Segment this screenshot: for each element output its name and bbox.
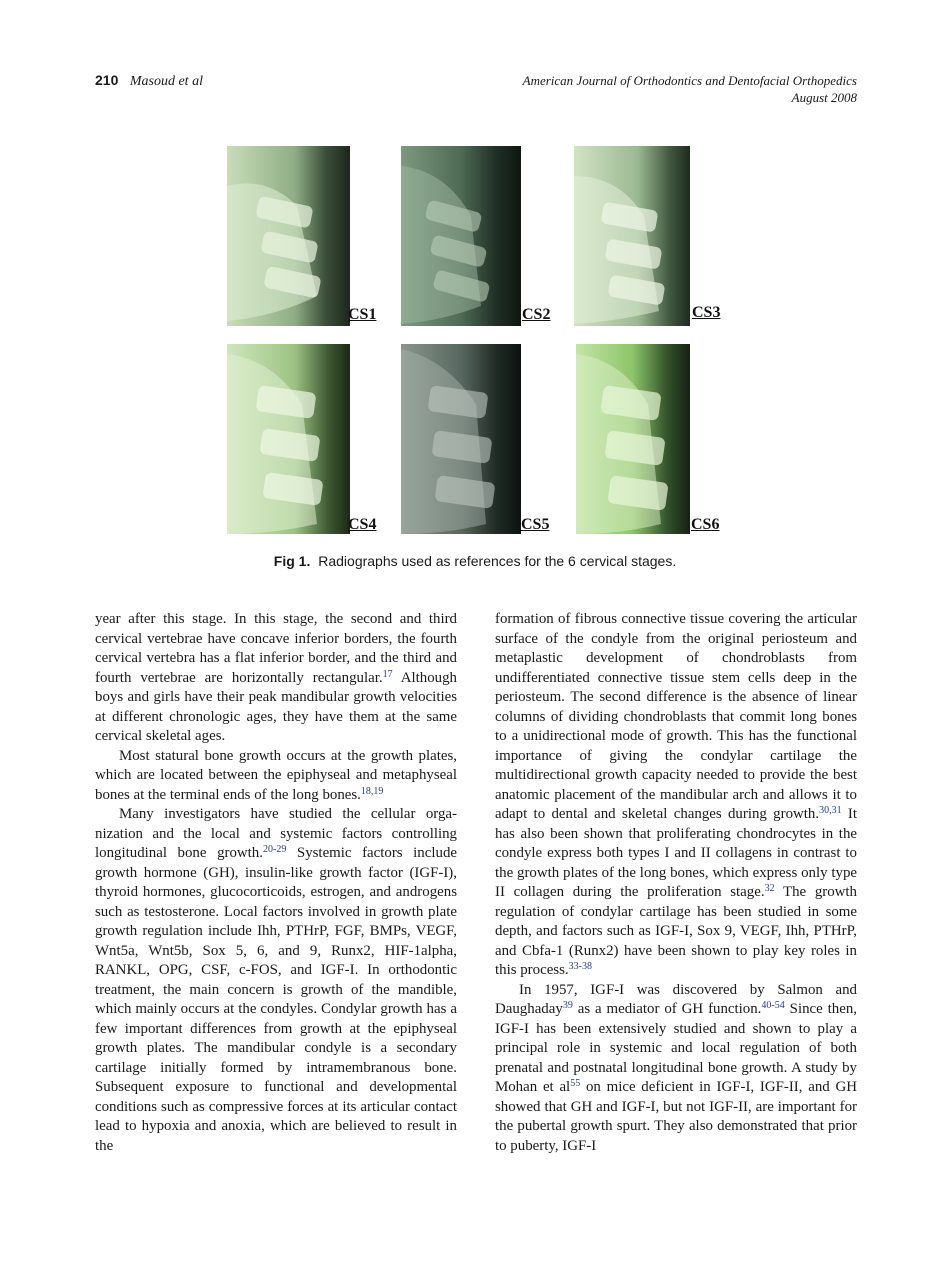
panel-label-cs5: CS5: [521, 516, 550, 533]
paragraph-text: Since then, IGF-I has been extensively studied and shown to play a principal role in systemic and local regulation of both prenatal and postnatal longitudinal bone growth. A study by Mohan et al: [495, 1001, 858, 1095]
citation-ref[interactable]: 20-29: [262, 844, 287, 855]
panel-label-cs2: CS2: [522, 306, 551, 323]
figure-caption-text: Radiographs used as references for the 6 cervical stages.: [318, 553, 677, 569]
paragraph: [95, 805, 457, 1156]
radiograph-cs6: [576, 344, 690, 534]
panel-label-cs1: CS1: [348, 306, 377, 323]
paragraph-text: as a mediator of GH function.: [572, 1001, 762, 1017]
paragraph: [95, 610, 457, 747]
page-number: 210: [95, 72, 119, 88]
radiograph-cs4: [227, 344, 350, 534]
journal-title: American Journal of Orthodontics and Dentofacial Orthopedics: [522, 73, 857, 88]
citation-ref[interactable]: 18,19: [360, 785, 384, 797]
paragraph: [95, 747, 457, 806]
paragraph-text: on mice deficient in IGF-I, IGF-II, and GH showed that GH and IGF-I, but not IGF-II, are important for the pubertal growth spurt. They also demonstrated that prior to puberty, IGF-I: [495, 1079, 858, 1154]
body-column-left: [95, 610, 457, 1156]
running-header-right: [523, 72, 857, 106]
figure-caption-label: Fig 1.: [273, 553, 311, 569]
panel-label-cs3: CS3: [692, 304, 721, 321]
figure-caption: [0, 553, 950, 569]
radiograph-cs3: [574, 146, 690, 326]
paragraph-text: Most statural bone growth occurs at the growth plates, which are located between the epiphyseal and metaphyseal bones at the terminal ends of the long bones.: [95, 747, 457, 803]
paragraph-text: year after this stage. In this stage, the second and third cervical vertebrae have concave inferior borders, the fourth cervical vertebra has a flat inferior border, and the third and fourth vertebrae are horizontally rectangular.: [95, 611, 457, 686]
paragraph-text: Systemic factors include growth hormone (GH), insulin-like growth factor (IGF-I), thyroid hormones, glucocorticoids, estrogen, and androgens such as testosterone. Local factors involved in growth plate growth regulation include Ihh, PTHrP, FGF, BMPs, VEGF, Wnt5a, Wnt5b, Sox 5, 6, and 9, Runx2, HIF-1alpha, RANKL, OPG, CSF, c-FOS, and IGF-I. In orthodontic treatment, the main concern is growth of the mandible, which mainly occurs at the condyles. Condylar growth has a few important differences from growth at the epiphyseal growth plates. The mandibular condyle is a secondary cartilage initially formed by intramembranous bone. Subsequent exposure to functional and developmental conditions such as compressive forces at its articular contact lead to hypoxia and anoxia, which are believed to result in the: [95, 845, 458, 1154]
citation-ref[interactable]: 33-38: [568, 961, 592, 972]
paragraph-text: In 1957, IGF-I was discovered by Salmon and Daughaday: [495, 981, 857, 1017]
running-authors: Masoud et al: [129, 74, 203, 89]
citation-ref[interactable]: 32: [764, 883, 775, 894]
running-header-left: [95, 72, 203, 90]
panel-label-cs4: CS4: [348, 516, 377, 533]
paragraph-text: It has also been shown that proliferating chondrocytes in the condyle express both types I and II collagens in contrast to the growth plates of the long bones, which express only type II collagen during the proliferation stage.: [495, 806, 857, 900]
citation-ref[interactable]: 17: [382, 668, 393, 680]
paragraph: [495, 981, 857, 1157]
paragraph-text: Although boys and girls have their peak mandibular growth velocities at different chronologic ages, they have them at the same cervical skeletal ages.: [95, 669, 457, 744]
paragraph-text: formation of fibrous connective tissue covering the articular surface of the condyle from the original periosteum and metaplastic development of chondroblasts from undifferentiated connective tissue stem cells deep in the periosteum. The second difference is the absence of linear columns of dividing chondroblasts that commit long bones to a unidirectional mode of growth. This has the functional importance of giving the condylar cartilage the multidirectional growth capacity needed to provide the best anatomic placement of the mandibular arch and allows it to adapt to dental and skeletal changes during growth.: [495, 611, 857, 822]
radiograph-cs5: [401, 344, 521, 534]
radiograph-cs2: [401, 146, 521, 326]
citation-ref[interactable]: 40-54: [761, 1000, 785, 1011]
citation-ref[interactable]: 55: [570, 1078, 581, 1089]
body-column-right: [495, 610, 857, 1156]
paragraph-text: Many investigators have studied the cellular organization and the local and systemic factors controlling longitudinal bone growth.: [95, 806, 457, 861]
panel-label-cs6: CS6: [691, 516, 720, 533]
paragraph-text: The growth regulation of condylar cartilage has been studied in some depth, and factors such as IGF-I, Sox 9, VEGF, Ihh, PTHrP, and Cbfa-1 (Runx2) have been shown to play key roles in this process.: [495, 884, 858, 978]
figure-1: [227, 146, 727, 538]
paragraph: [495, 610, 857, 981]
issue-date: August 2008: [791, 90, 857, 105]
citation-ref[interactable]: 30,31: [819, 805, 842, 816]
citation-ref[interactable]: 39: [562, 1000, 573, 1011]
radiograph-cs1: [227, 146, 350, 326]
